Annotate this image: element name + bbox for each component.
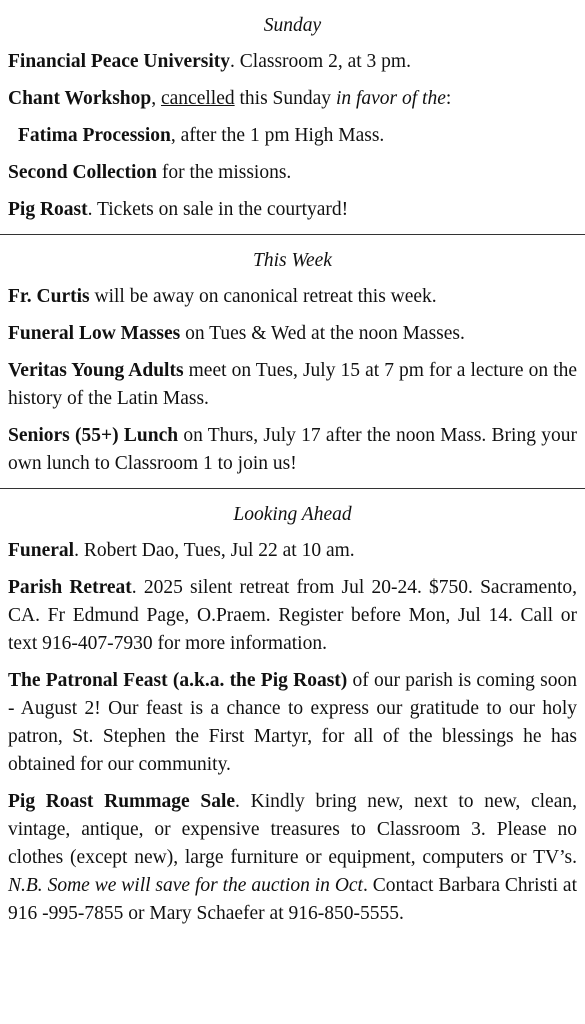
looking-ahead-section [0,489,585,928]
this-week-heading: This Week [253,250,332,271]
fatima-procession-item [8,122,577,150]
fatima-procession-title: Fatima Procession [18,125,171,146]
chant-workshop-title: Chant Workshop [8,88,152,109]
rummage-sale-contact: . Contact Barbara Christi at 916 -995-7855 or Mary Schaefer at 916-850-5555. [8,875,577,924]
patronal-feast-item [8,667,577,779]
funeral-item [8,537,577,565]
parish-retreat-item [8,574,577,658]
looking-ahead-heading: Looking Ahead [233,504,352,525]
funeral-low-masses-title: Funeral Low Masses [8,323,181,344]
fr-curtis-item [8,283,577,311]
parish-retreat-text: . 2025 silent retreat from Jul 20-24. $750. Sacramento, CA. Fr Edmund Page, O.Praem. Register before Mon, Jul 14. Call or text 916-407-7930 for more information. [8,577,578,654]
financial-peace-item [8,48,577,76]
funeral-title: Funeral [8,540,75,561]
funeral-low-masses-item [8,320,577,348]
seniors-lunch-item [8,422,577,478]
second-collection-item [8,159,577,187]
veritas-text: meet on Tues, July 15 at 7 pm for a lecture on the history of the Latin Mass. [8,360,577,409]
chant-workshop-mid: this Sunday [234,88,336,109]
patronal-feast-title: The Patronal Feast (a.k.a. the Pig Roast) [8,670,348,691]
rummage-sale-item [8,788,577,928]
second-collection-text: for the missions. [156,162,292,183]
veritas-item [8,357,577,413]
rummage-sale-title: Pig Roast Rummage Sale [8,791,236,812]
financial-peace-title: Financial Peace University [8,51,231,72]
this-week-section [0,235,585,488]
pig-roast-title: Pig Roast [8,199,88,220]
seniors-lunch-title: Seniors (55+) Lunch [8,425,179,446]
funeral-text: . Robert Dao, Tues, Jul 22 at 10 am. [74,540,355,561]
chant-workshop-favor: in favor of the [335,88,446,109]
fatima-procession-text: , after the 1 pm High Mass. [170,125,385,146]
chant-workshop-cancelled: cancelled [161,88,235,109]
fr-curtis-title: Fr. Curtis [8,286,90,307]
rummage-sale-nb: N.B. Some we will save for the auction in Oct [8,875,363,896]
fr-curtis-text: will be away on canonical retreat this week. [89,286,437,307]
financial-peace-text: . Classroom 2, at 3 pm. [230,51,411,72]
funeral-low-masses-text: on Tues & Wed at the noon Masses. [180,323,465,344]
pig-roast-text: . Tickets on sale in the courtyard! [87,199,349,220]
parish-retreat-title: Parish Retreat [8,577,132,598]
chant-workshop-comma: , [151,88,161,109]
pig-roast-item [8,196,577,224]
seniors-lunch-text: on Thurs, July 17 after the noon Mass. Bring your own lunch to Classroom 1 to join us! [8,425,577,474]
sunday-section [0,0,585,234]
patronal-feast-text: of our parish is coming soon - August 2! Our feast is a chance to express our gratitude to our holy patron, St. Stephen the First Martyr, for all of the blessings he has obtained for our community. [8,670,577,775]
chant-workshop-item [8,85,577,113]
sunday-heading: Sunday [263,15,322,36]
veritas-title: Veritas Young Adults [8,360,184,381]
second-collection-title: Second Collection [8,162,157,183]
chant-workshop-colon: : [445,88,452,109]
rummage-sale-text: . Kindly bring new, next to new, clean, vintage, antique, or expensive treasures to Classroom 3. Please no clothes (except new), large furniture or equipment, computers or TV’s. [8,791,577,868]
